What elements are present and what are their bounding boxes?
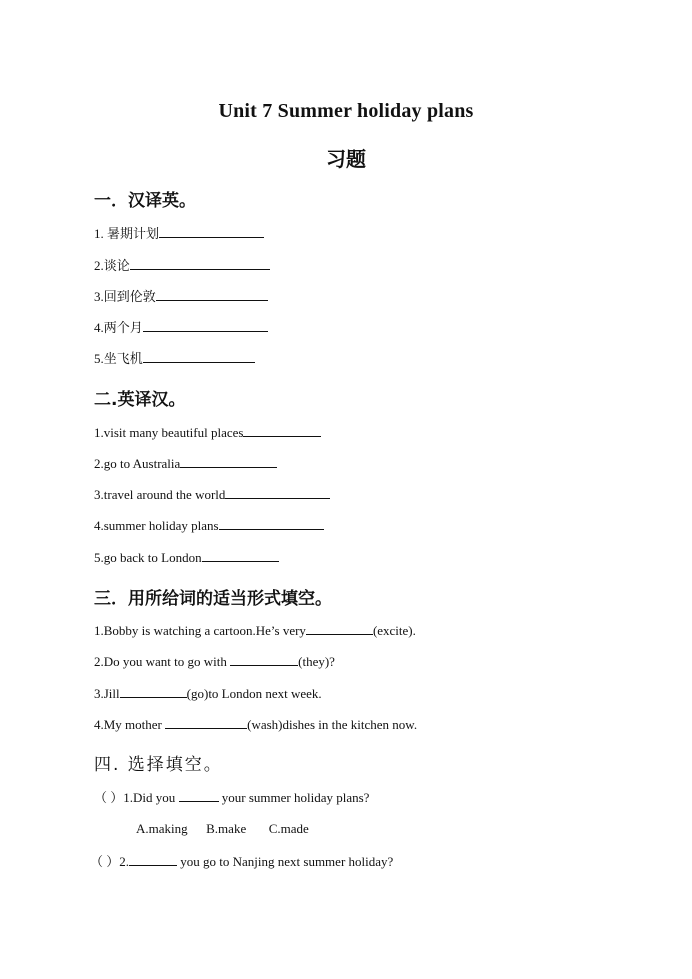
s3-item-2-hint: (they)? — [298, 654, 335, 669]
answer-blank[interactable] — [243, 424, 321, 437]
s2-item-1-label: 1.visit many beautiful places — [94, 425, 244, 440]
s1-item-1-label: 1. 暑期计划 — [94, 226, 160, 241]
answer-blank[interactable] — [143, 319, 268, 332]
section1-heading: 一．汉译英。 — [94, 191, 196, 211]
s2-item-5 — [94, 549, 279, 566]
s4-q1-text-end: your summer holiday plans? — [218, 790, 370, 805]
s1-item-2 — [94, 257, 270, 274]
s3-item-4 — [94, 716, 417, 733]
answer-parentheses[interactable]: （ ） — [94, 790, 124, 805]
s2-item-1 — [94, 424, 321, 441]
s1-item-4-label: 4.两个月 — [94, 320, 143, 335]
s1-item-3 — [94, 288, 268, 305]
option-a[interactable]: A.making — [136, 821, 188, 836]
s2-item-2 — [94, 455, 277, 472]
s4-q1-options — [136, 821, 309, 837]
s4-question-1 — [94, 789, 369, 806]
section3-heading: 三．用所给词的适当形式填空。 — [94, 589, 332, 609]
section2-heading: 二.英译汉。 — [94, 390, 186, 410]
answer-blank[interactable] — [219, 517, 324, 530]
answer-blank[interactable] — [202, 549, 279, 562]
s3-item-2-text: 2.Do you want to go with — [94, 654, 231, 669]
s4-q2-text-end: you go to Nanjing next summer holiday? — [177, 854, 394, 869]
s1-item-5-label: 5.坐飞机 — [94, 351, 143, 366]
s2-item-3 — [94, 486, 330, 503]
answer-blank[interactable] — [120, 685, 187, 698]
s1-item-2-label: 2.谈论 — [94, 258, 130, 273]
answer-blank[interactable] — [225, 486, 330, 499]
s3-item-3-text: 3.Jill — [94, 686, 120, 701]
s3-item-3 — [94, 685, 322, 702]
answer-blank[interactable] — [165, 716, 247, 729]
s4-question-2 — [90, 853, 393, 870]
s3-item-4-text: 4.My mother — [94, 717, 166, 732]
answer-blank[interactable] — [143, 350, 255, 363]
option-b[interactable]: B.make — [206, 821, 247, 836]
s2-item-2-label: 2.go to Australia — [94, 456, 181, 471]
s3-item-2 — [94, 653, 335, 670]
s1-item-5 — [94, 350, 255, 367]
s1-item-4 — [94, 319, 268, 336]
s2-item-4 — [94, 517, 324, 534]
s1-item-1 — [94, 225, 264, 242]
answer-blank[interactable] — [130, 257, 270, 270]
s1-item-3-label: 3.回到伦敦 — [94, 289, 156, 304]
s3-item-4-hint: (wash)dishes in the kitchen now. — [247, 717, 418, 732]
answer-blank[interactable] — [230, 653, 298, 666]
answer-blank[interactable] — [179, 789, 219, 802]
s3-item-1-text: 1.Bobby is watching a cartoon.He’s very — [94, 623, 306, 638]
option-c[interactable]: C.made — [268, 821, 309, 836]
s2-item-4-label: 4.summer holiday plans — [94, 518, 219, 533]
s3-item-3-hint: (go)to London next week. — [186, 686, 322, 701]
answer-parentheses[interactable]: （ ） — [90, 854, 120, 869]
s3-item-1 — [94, 622, 416, 639]
s4-q2-text: 2. — [119, 854, 130, 869]
answer-blank[interactable] — [180, 455, 277, 468]
page-title: Unit 7 Summer holiday plans — [218, 100, 474, 122]
s2-item-3-label: 3.travel around the world — [94, 487, 226, 502]
answer-blank[interactable] — [156, 288, 268, 301]
answer-blank[interactable] — [129, 853, 177, 866]
s2-item-5-label: 5.go back to London — [94, 550, 202, 565]
answer-blank[interactable] — [306, 622, 373, 635]
page-subtitle: 习题 — [326, 147, 366, 171]
s3-item-1-hint: (excite). — [372, 623, 416, 638]
answer-blank[interactable] — [159, 225, 264, 238]
s4-q1-text: 1.Did you — [123, 790, 179, 805]
section4-heading: 四. 选择填空。 — [94, 755, 223, 775]
